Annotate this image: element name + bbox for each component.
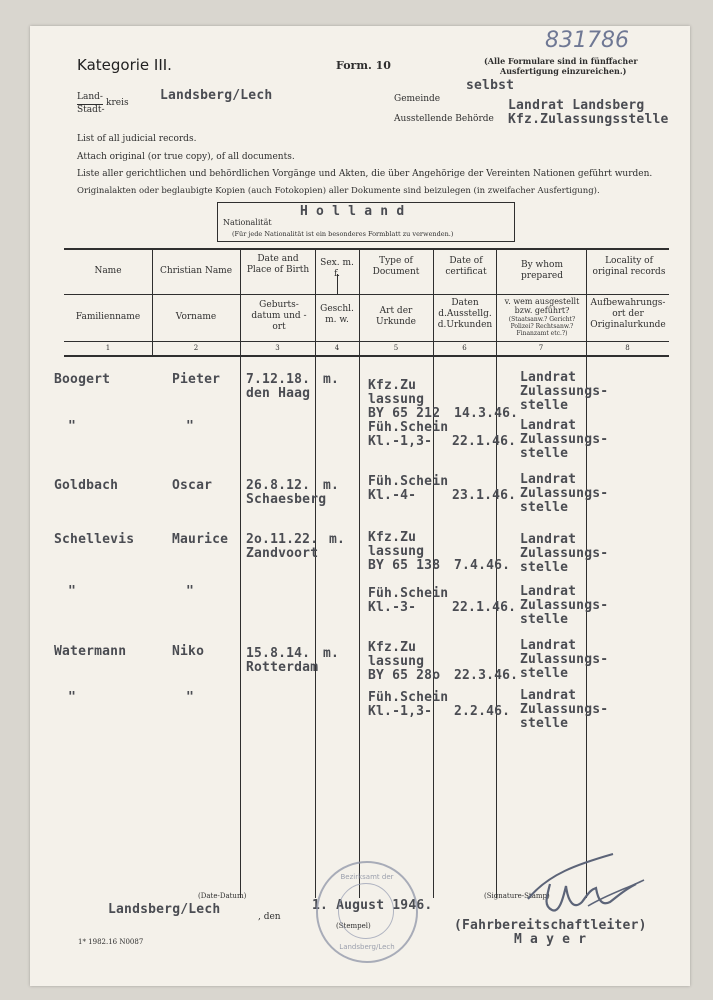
row-6-birth-1: 15.8.14. [246,646,311,661]
col-5-de: Art der Urkunde [375,306,417,327]
col-3-en: Date and Place of Birth [246,254,310,275]
col-1-num: 1 [105,344,111,352]
stadt-label: Stadt- [77,105,105,115]
col-5-en: Type of Document [372,256,420,277]
row-5-date: 22.1.46. [452,600,517,615]
row-2-doc-2: Kl.-1,3- [368,434,433,449]
table-mid-border [64,294,669,295]
row-4-vorname: Maurice [172,532,229,547]
row-1-doc-3: BY 65 212 [368,406,441,421]
row-6-name: Watermann [54,644,127,659]
row-1-doc-2: lassung [368,392,425,407]
row-2-by-3: stelle [520,446,569,461]
row-5-by-1: Landrat [520,584,577,599]
col-8-num: 8 [625,344,630,352]
signature-name: M a y e r [514,932,587,947]
row-7-by-2: Zulassungs- [520,702,609,717]
col-1-en: Name [94,266,122,276]
row-3-doc-1: Füh.Schein [368,474,449,489]
behoerde-value-1: Landrat Landsberg [508,98,645,113]
col-6-de: Daten d.Ausstellg. d.Urkunden [437,298,493,330]
col-2-en: Christian Name [159,266,233,276]
instruction-3: Liste aller gerichtlichen und behördlichen Vorgänge und Akten, die über Angehörige der Vereinten Nationen geführt wurden. [77,169,653,179]
handwritten-signature [518,844,648,924]
row-1-by-1: Landrat [520,370,577,385]
row-1-by-3: stelle [520,398,569,413]
row-6-date: 22.3.46. [454,668,519,683]
col-4-num: 4 [334,344,340,352]
den-label: , den [258,912,281,922]
stamp-inner-ring [338,883,394,939]
row-5-by-2: Zulassungs- [520,598,609,613]
row-1-name: Boogert [54,372,111,387]
land-label: Land- [77,92,103,102]
row-6-by-2: Zulassungs- [520,652,609,667]
row-4-by-2: Zulassungs- [520,546,609,561]
date-value: 1. August 1946. [312,898,433,913]
col-6-num: 6 [462,344,467,352]
row-1-birth-1: 7.12.18. [246,372,311,387]
row-3-doc-2: Kl.-4- [368,488,417,503]
nationality-label: Nationalität [223,218,272,227]
row-3-by-1: Landrat [520,472,577,487]
col-7-num: 7 [538,344,544,352]
row-3-birth-2: Schaesberg [246,492,327,507]
row-3-by-3: stelle [520,500,569,515]
behoerde-label: Ausstellende Behörde [394,114,494,124]
row-4-by-1: Landrat [520,532,577,547]
row-7-doc-2: Kl.-1,3- [368,704,433,719]
row-3-sex: m. [323,478,340,493]
col-4-de: Geschl. m. w. [320,304,354,325]
row-1-by-2: Zulassungs- [520,384,609,399]
row-6-birth-2: Rotterdam [246,660,319,675]
gemeinde-value: selbst [466,78,515,93]
row-6-by-1: Landrat [520,638,577,653]
print-code: 1* 1982.16 N0087 [78,938,144,946]
row-1-doc-1: Kfz.Zu [368,378,417,393]
col-6-en: Date of certificat [445,256,487,277]
stempel-label: (Stempel) [336,922,371,930]
row-6-doc-2: lassung [368,654,425,669]
row-2-doc-1: Füh.Schein [368,420,449,435]
col-8-en: Locality of original records [592,256,666,277]
row-6-vorname: Niko [172,644,205,659]
row-1-vorname: Pieter [172,372,221,387]
kreis-label: kreis [106,98,129,108]
col-2-num: 2 [193,344,199,352]
nationality-note: (Für jede Nationalität ist ein besonderes Formblatt zu verwenden.) [232,230,454,238]
col-3-num: 3 [275,344,280,352]
row-4-sex: m. [329,532,346,547]
stamp-bottom-text: Landsberg/Lech [339,943,395,951]
col-7-en: By whom prepared [520,260,563,281]
signature-role: (Fahrbereitschaftleiter) [454,918,647,933]
stamp-top-text: Bezirksamt der [340,873,394,881]
row-2-vorname: " [186,419,195,434]
instruction-2: Attach original (or true copy), of all documents. [77,152,295,162]
row-5-name: " [68,584,77,599]
document-sheet [30,26,690,986]
col-2-de: Vorname [175,312,217,322]
archive-number: 831786 [545,28,629,53]
row-7-date: 2.2.46. [454,704,511,719]
row-4-doc-3: BY 65 138 [368,558,441,573]
row-6-doc-1: Kfz.Zu [368,640,417,655]
row-7-doc-1: Füh.Schein [368,690,449,705]
instruction-4: Originalakten oder beglaubigte Kopien (auch Fotokopien) aller Dokumente sind beizulegen (in zweifacher Ausfertigung). [77,186,600,196]
row-4-name: Schellevis [54,532,135,547]
row-1-sex: m. [323,372,340,387]
col-3-de: Geburts-datum und -ort [251,300,307,332]
col-divider-1 [152,248,153,356]
row-4-doc-1: Kfz.Zu [368,530,417,545]
row-3-by-2: Zulassungs- [520,486,609,501]
row-6-doc-3: BY 65 28o [368,668,441,683]
behoerde-value-2: Kfz.Zulassungsstelle [508,112,669,127]
row-6-sex: m. [323,646,340,661]
row-5-vorname: " [186,584,195,599]
row-5-by-3: stelle [520,612,569,627]
row-3-birth-1: 26.8.12. [246,478,311,493]
table-num-border [64,341,669,342]
col-8-de: Aufbewahrungs-ort der Originalurkunde [590,298,666,330]
row-5-doc-1: Füh.Schein [368,586,449,601]
col-5-num: 5 [393,344,399,352]
row-2-date: 22.1.46. [452,434,517,449]
row-2-name: " [68,419,77,434]
form-number: Form. 10 [336,59,391,72]
official-stamp [316,861,418,963]
nationality-value: H o l l a n d [300,204,405,219]
row-5-doc-2: Kl.-3- [368,600,417,615]
row-7-by-1: Landrat [520,688,577,703]
row-4-birth-2: Zandvoort [246,546,319,561]
row-7-name: " [68,690,77,705]
instruction-1: List of all judicial records. [77,134,197,144]
note-line-1: (Alle Formulare sind in fünffacher [484,56,638,66]
row-2-by-1: Landrat [520,418,577,433]
row-4-date: 7.4.46. [454,558,511,573]
row-4-doc-2: lassung [368,544,425,559]
table-top-border [64,248,669,250]
kreis-value: Landsberg/Lech [160,88,273,103]
row-7-by-3: stelle [520,716,569,731]
row-7-vorname: " [186,690,195,705]
note-line-2: Ausfertigung einzureichen.) [500,66,627,76]
gemeinde-label: Gemeinde [394,94,441,104]
date-label: (Date-Datum) [198,892,247,900]
row-1-date: 14.3.46. [454,406,519,421]
row-3-vorname: Oscar [172,478,213,493]
col-4-en: Sex. m. f. [320,258,354,279]
col-7-de: v. wem ausgestellt bzw. geführt? [504,297,580,315]
row-4-by-3: stelle [520,560,569,575]
table-header-bottom [64,355,669,357]
row-4-birth-1: 2o.11.22. [246,532,319,547]
col-7-de-small: (Staatsanw.? Gericht? Polizei? Rechtsanw.? Finanzamt etc.?) [508,316,576,337]
row-3-name: Goldbach [54,478,119,493]
col-1-de: Familienname [75,312,141,322]
signature-label: (Signature-Stamp) [484,892,550,900]
row-2-by-2: Zulassungs- [520,432,609,447]
row-1-birth-2: den Haag [246,386,311,401]
row-3-date: 23.1.46. [452,488,517,503]
place-value: Landsberg/Lech [108,902,221,917]
kategorie-title: Kategorie III. [77,56,172,74]
row-6-by-3: stelle [520,666,569,681]
